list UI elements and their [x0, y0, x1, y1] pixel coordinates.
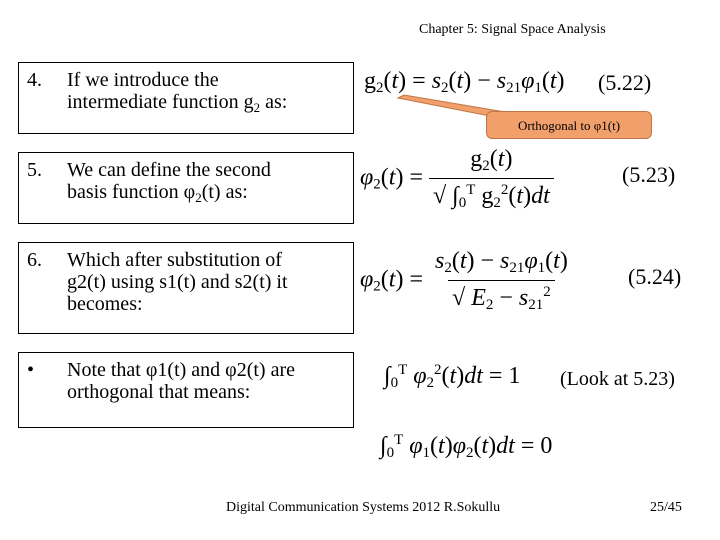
equation-number: (5.24): [628, 264, 682, 289]
equation-phi2-def: $\varphi_2(t)$ = $\frac{g_2(t)}{√ \int_0^T g_2^2(t)dt}$: [360, 146, 554, 212]
item-line: We can define the second: [67, 159, 271, 181]
item-line: orthogonal that means:: [67, 381, 251, 403]
item-line: Note that φ1(t) and φ2(t) are: [67, 359, 295, 381]
equation-g2: $g_2(t) = s_2(t) - s_{21}\varphi_1(t)$: [364, 68, 565, 96]
item-line: Which after substitution of: [67, 249, 282, 271]
equation-number: (5.22): [598, 70, 652, 95]
look-note: (Look at 5.23): [560, 368, 675, 390]
item-number: 4.: [27, 69, 42, 91]
item-number: 6.: [27, 249, 42, 271]
item-line: g2(t) using s1(t) and s2(t) it: [67, 271, 288, 293]
orthogonal-annotation: Orthogonal to φ1(t): [486, 111, 652, 139]
equation-norm: $\int_0^T$ $\varphi_2^2(t)dt = 1$: [384, 362, 521, 391]
chapter-header: Chapter 5: Signal Space Analysis: [419, 22, 606, 37]
item-line: If we introduce the: [67, 69, 219, 91]
equation-phi2-sub: $\varphi_2(t)$ = $\frac{s_2(t) - s_{21}\varphi_1(t)}{√ E_2 - s_{21}^2}$: [360, 248, 568, 313]
footer-text: Digital Communication Systems 2012 R.Sokullu: [226, 500, 501, 515]
page-number: 25/45: [650, 500, 682, 515]
item-number: 5.: [27, 159, 42, 181]
item-line: basis function $\varphi_2(t)$ as:: [67, 181, 248, 205]
item-line: becomes:: [67, 293, 143, 315]
equation-orthogonal: $\int_0^T$ $\varphi_1(t)\varphi_2(t)dt = 0$: [380, 432, 553, 461]
item-line: intermediate function $g_2$ as:: [67, 91, 288, 115]
equation-number: (5.23): [622, 162, 676, 187]
bullet-marker: •: [27, 359, 35, 381]
